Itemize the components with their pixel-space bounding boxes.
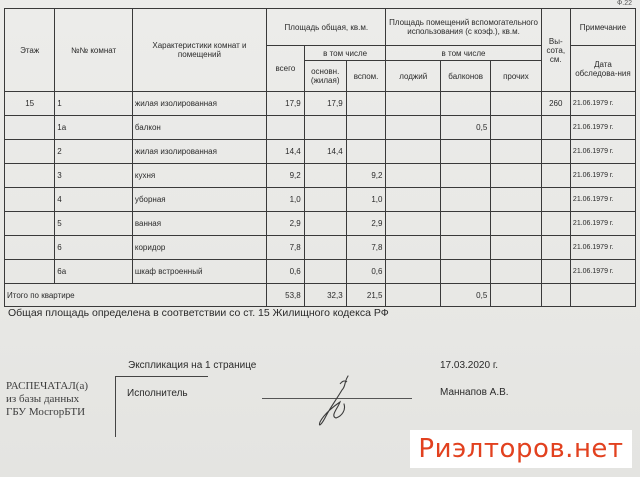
cell-other <box>491 260 541 284</box>
cell-floor <box>5 260 55 284</box>
cell-room: 3 <box>55 164 133 188</box>
cell-desc: уборная <box>132 188 266 212</box>
cell-desc: коридор <box>132 236 266 260</box>
cell-aux: 9,2 <box>346 164 386 188</box>
totals-balcony: 0,5 <box>440 284 490 307</box>
cell-balcony <box>440 164 490 188</box>
cell-main <box>304 164 346 188</box>
cell-height <box>541 164 570 188</box>
cell-main <box>304 116 346 140</box>
cell-room: 4 <box>55 188 133 212</box>
cell-floor <box>5 164 55 188</box>
cell-total: 9,2 <box>267 164 305 188</box>
cell-date: 21.06.1979 г. <box>570 92 635 116</box>
header-main-living: основн. (жилая) <box>304 61 346 92</box>
cell-height <box>541 140 570 164</box>
cell-main <box>304 236 346 260</box>
cell-other <box>491 164 541 188</box>
cell-desc: жилая изолированная <box>132 140 266 164</box>
cell-loggia <box>386 164 441 188</box>
cell-height <box>541 236 570 260</box>
handwritten-signature <box>300 372 370 432</box>
cell-main <box>304 212 346 236</box>
header-height: Вы-сота, см. <box>541 9 570 92</box>
cell-date: 21.06.1979 г. <box>570 188 635 212</box>
table-row <box>5 92 636 116</box>
totals-height <box>541 284 570 307</box>
table-row <box>5 212 636 236</box>
cell-balcony <box>440 236 490 260</box>
cell-desc: балкон <box>132 116 266 140</box>
cell-loggia <box>386 236 441 260</box>
cell-balcony <box>440 140 490 164</box>
table-row <box>5 164 636 188</box>
header-characteristics: Характеристики комнат и помещений <box>132 9 266 92</box>
cell-floor: 15 <box>5 92 55 116</box>
header-total-area: Площадь общая, кв.м. <box>267 9 386 46</box>
form-mark: Ф.22 <box>616 0 632 7</box>
cell-aux <box>346 140 386 164</box>
header-remark: Примечание <box>570 9 635 46</box>
cell-room: 5 <box>55 212 133 236</box>
cell-total: 17,9 <box>267 92 305 116</box>
cell-loggia <box>386 212 441 236</box>
cell-room: 6 <box>55 236 133 260</box>
cell-aux: 7,8 <box>346 236 386 260</box>
totals-date <box>570 284 635 307</box>
table-row <box>5 260 636 284</box>
explication-table <box>4 8 636 307</box>
signer-name: Маннапов А.В. <box>440 387 509 398</box>
cell-main <box>304 260 346 284</box>
cell-total: 1,0 <box>267 188 305 212</box>
cell-balcony <box>440 260 490 284</box>
cell-main: 14,4 <box>304 140 346 164</box>
cell-date: 21.06.1979 г. <box>570 116 635 140</box>
cell-date: 21.06.1979 г. <box>570 260 635 284</box>
cell-other <box>491 212 541 236</box>
totals-aux: 21,5 <box>346 284 386 307</box>
cell-aux: 0,6 <box>346 260 386 284</box>
cell-room: 6а <box>55 260 133 284</box>
header-loggias: лоджий <box>386 61 441 92</box>
executor-box <box>115 376 208 437</box>
cell-height <box>541 260 570 284</box>
cell-balcony: 0,5 <box>440 116 490 140</box>
totals-loggia <box>386 284 441 307</box>
cell-height <box>541 188 570 212</box>
cell-date: 21.06.1979 г. <box>570 236 635 260</box>
header-aux-area: Площадь помещений вспомогательного использования (с коэф.), кв.м. <box>386 9 541 46</box>
cell-main: 17,9 <box>304 92 346 116</box>
header-including-2: в том числе <box>386 46 541 61</box>
print-stamp <box>6 380 114 419</box>
cell-desc: кухня <box>132 164 266 188</box>
cell-loggia <box>386 140 441 164</box>
header-balconies: балконов <box>440 61 490 92</box>
header-total: всего <box>267 46 305 92</box>
cell-room: 1 <box>55 92 133 116</box>
cell-floor <box>5 236 55 260</box>
cell-height <box>541 116 570 140</box>
header-other: прочих <box>491 61 541 92</box>
header-room-no: №№ комнат <box>55 9 133 92</box>
totals-other <box>491 284 541 307</box>
cell-desc: жилая изолированная <box>132 92 266 116</box>
cell-room: 1а <box>55 116 133 140</box>
cell-aux: 2,9 <box>346 212 386 236</box>
stamp-line-1: РАСПЕЧАТАЛ(а) <box>6 380 89 392</box>
cell-floor <box>5 212 55 236</box>
cell-main <box>304 188 346 212</box>
watermark-text: Риэлторов.нет <box>418 434 624 464</box>
table-row <box>5 188 636 212</box>
cell-aux: 1,0 <box>346 188 386 212</box>
cell-room: 2 <box>55 140 133 164</box>
header-floor: Этаж <box>5 9 55 92</box>
watermark-logo <box>410 430 632 468</box>
cell-height: 260 <box>541 92 570 116</box>
cell-floor <box>5 116 55 140</box>
cell-floor <box>5 188 55 212</box>
cell-desc: шкаф встроенный <box>132 260 266 284</box>
totals-main: 32,3 <box>304 284 346 307</box>
cell-balcony <box>440 212 490 236</box>
cell-aux <box>346 116 386 140</box>
header-survey-date: Дата обследова-ния <box>570 46 635 92</box>
cell-total <box>267 116 305 140</box>
stamp-line-3: ГБУ МосгорБТИ <box>6 406 86 418</box>
cell-total: 2,9 <box>267 212 305 236</box>
cell-total: 0,6 <box>267 260 305 284</box>
header-auxiliary: вспом. <box>346 61 386 92</box>
table-row <box>5 116 636 140</box>
cell-total: 7,8 <box>267 236 305 260</box>
executor-label: Исполнитель <box>127 388 188 399</box>
cell-balcony <box>440 92 490 116</box>
table-row <box>5 140 636 164</box>
totals-label: Итого по квартире <box>5 284 267 307</box>
header-including-1: в том числе <box>304 46 386 61</box>
cell-loggia <box>386 260 441 284</box>
totals-total: 53,8 <box>267 284 305 307</box>
cell-other <box>491 188 541 212</box>
table-row <box>5 236 636 260</box>
document-date: 17.03.2020 г. <box>440 360 499 371</box>
cell-balcony <box>440 188 490 212</box>
cell-total: 14,4 <box>267 140 305 164</box>
cell-height <box>541 212 570 236</box>
cell-floor <box>5 140 55 164</box>
explication-pages: Экспликация на 1 странице <box>128 360 257 371</box>
cell-loggia <box>386 92 441 116</box>
cell-other <box>491 236 541 260</box>
cell-loggia <box>386 188 441 212</box>
cell-loggia <box>386 116 441 140</box>
cell-date: 21.06.1979 г. <box>570 164 635 188</box>
cell-desc: ванная <box>132 212 266 236</box>
cell-other <box>491 140 541 164</box>
cell-other <box>491 92 541 116</box>
header-row-1 <box>5 9 636 46</box>
totals-row <box>5 284 636 307</box>
cell-date: 21.06.1979 г. <box>570 212 635 236</box>
cell-date: 21.06.1979 г. <box>570 140 635 164</box>
cell-aux <box>346 92 386 116</box>
stamp-line-2: из базы данных <box>6 393 80 405</box>
area-note: Общая площадь определена в соответствии со ст. 15 Жилищного кодекса РФ <box>8 307 389 319</box>
cell-other <box>491 116 541 140</box>
